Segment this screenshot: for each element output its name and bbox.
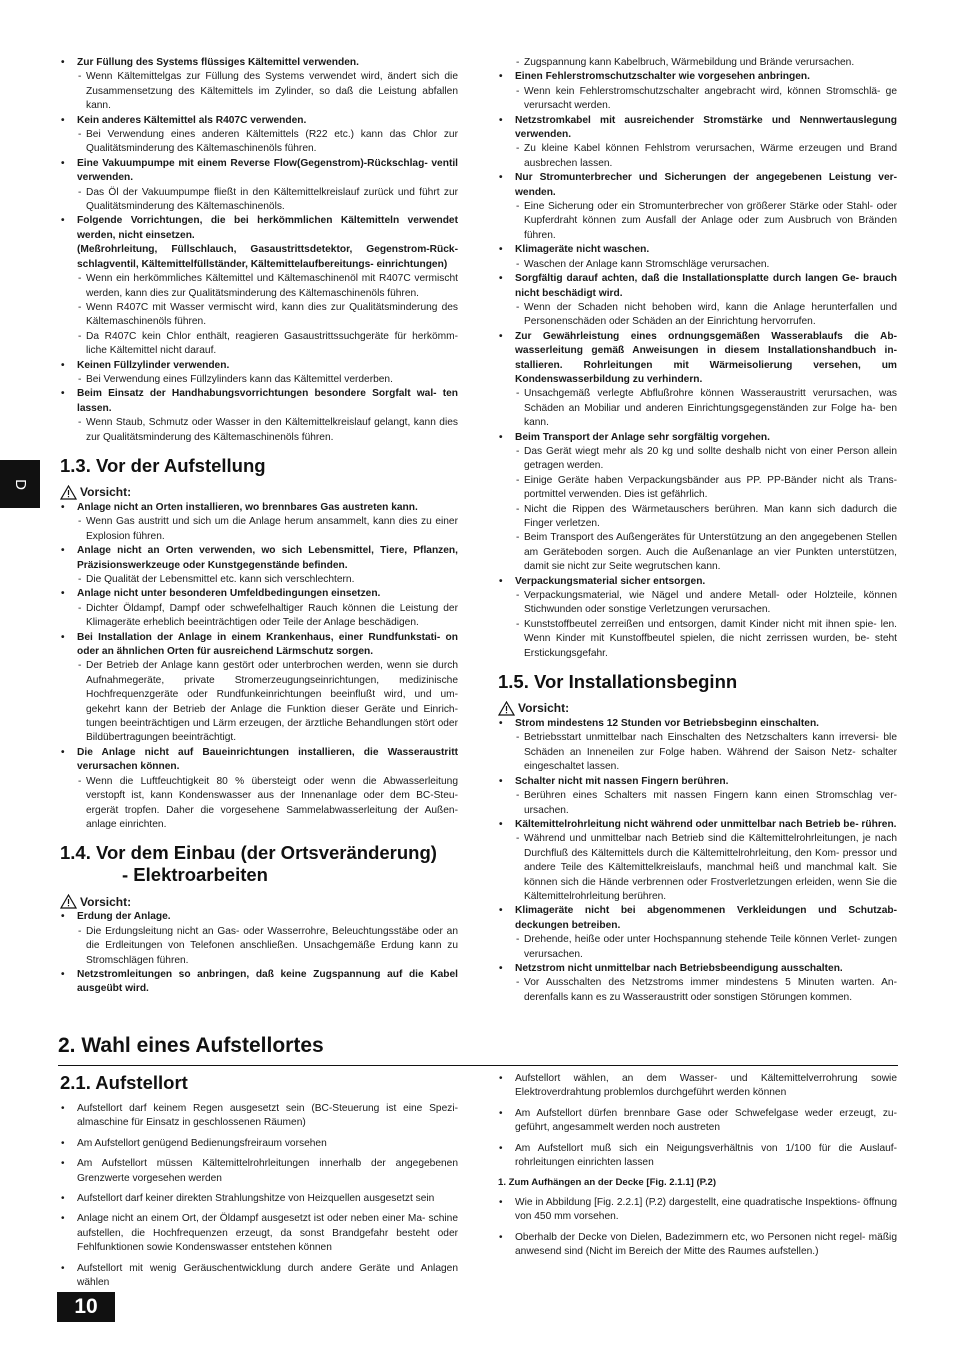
list-item: • Klimageräte nicht bei abgenommenen Verkleidungen und Schutzab- deckungen betreiben. [498,904,897,933]
list-item-detail: - Unsachgemäß verlegte Abflußrohre können Wasseraustritt verursachen, was Schäden an Mobiliar und anderen Einrichtungsgegenständen zur Folge ha- ben kann. [498,387,897,430]
list-item-detail: - Wenn der Schaden nicht behoben wird, kann die Anlage herunterfallen und Personenschäden oder Schäden an der Einrichtung hervorrufen. [498,301,897,330]
warning-icon [60,485,77,500]
list-item: • Netzstromleitungen so anbringen, daß keine Zugspannung auf die Kabel ausgeübt wird. [60,968,458,997]
list-item-detail: - Einige Geräte haben Verpackungsbänder aus PP. PP-Bänder nicht als Trans- portmittel verwenden. Dies ist gefährlich. [498,474,897,503]
section-1-4-list [60,910,458,996]
chapter-title: 2. Wahl eines Aufstellortes [58,1034,324,1057]
list-item: • Anlage nicht an Orten installieren, wo brennbares Gas austreten kann. [60,501,458,515]
list-item-detail: - Das Gerät wiegt mehr als 20 kg und sollte deshalb nicht von einer Person allein getragen werden. [498,445,897,474]
numbered-subheading: 1. Zum Aufhängen an der Decke [Fig. 2.1.1] (P.2) [498,1177,717,1189]
section-2-1-right [498,1072,897,1265]
list-item: • Am Aufstellort genügend Bedienungsfreiraum vorsehen [60,1137,458,1151]
list-item: • Zur Füllung des Systems flüssiges Kältemittel verwenden. [60,56,458,70]
list-item-detail: - Während und unmittelbar nach Betrieb sind die Kältemittelrohrleitungen, je nach Durchfluß des Kältemittels durch die Kältemittelrohrleitung, den Kom- pressor und andere Teile des Kältemittelkreislaufs, manchmal heiß und manchmal kalt. Sie können sich die Hände verbrennen oder Frostverletzungen erleiden, wenn Sie die Kältemittelrohrleitung berühren. [498,832,897,904]
list-item: • Strom mindestens 12 Stunden vor Betriebsbeginn einschalten. [498,717,897,731]
list-item-detail: - Bei Verwendung eines Füllzylinders kann das Kältemittel verderben. [60,373,458,387]
warning-icon [60,894,77,909]
list-item: • Anlage nicht an Orten verwenden, wo sich Lebensmittel, Tiere, Pflanzen, Präzisionswerkzeuge oder Kunstgegenstände befinden. [60,544,458,573]
list-item-detail: - Wenn Kältemittelgas zur Füllung des Systems verwendet wird, ändert sich die Zusammensetzung des Kältemittels im Zylinder, so daß die Leistung abfallen kann. [60,70,458,113]
section-heading-1-5: 1.5. Vor Installationsbeginn [498,671,738,693]
warning-icon [498,701,515,716]
list-item: • Anlage nicht an einem Ort, der Öldampf ausgesetzt ist oder neben einer Ma- schine aufstellen, die Hochfrequenzen erzeugt, da sonst Brandgefahr besteht oder Fehlfunktionen sowie Kondenswasser entstehen können [60,1212,458,1255]
caution-label: Vorsicht: [498,701,897,716]
list-item-detail: - Bei Verwendung eines anderen Kältemittels (R22 etc.) kann das Chlor zur Qualitätsminderung des Kältemaschinenöls führen. [60,128,458,157]
list-item-detail: - Die Erdungsleitung nicht an Gas- oder Wasserrohre, Beleuchtungsstäbe oder an die Erdleitungen von Telefonen anschließen. Unsachgemäße Erdung kann zu Stromschlägen führen. [60,925,458,968]
section-heading-2-1: 2.1. Aufstellort [60,1072,188,1093]
list-item: • Erdung der Anlage. [60,910,458,924]
right-column [498,56,897,1005]
list-item: • Kein anderes Kältemittel als R407C verwenden. [60,114,458,128]
list-item-detail: - Wenn ein herkömmliches Kältemittel und Kältemaschinenöl mit R407C vermischt werden, kann dies zur Qualitätsminderung des Kältemaschinenöls führen. [60,272,458,301]
list-item: • Netzstrom nicht unmittelbar nach Betriebsbeendigung ausschalten. [498,962,897,976]
list-item: • Klimageräte nicht waschen. [498,243,897,257]
list-item: • Nur Stromunterbrecher und Sicherungen der angegebenen Leistung ver- wenden. [498,171,897,200]
left-column [60,56,458,997]
list-item-detail: - Das Öl der Vakuumpumpe fließt in den Kältemittelkreislauf zurück und führt zur Qualitätsminderung des Kältemaschinenöls. [60,186,458,215]
list-item: • Zur Gewährleistung eines ordnungsgemäßen Wasserablaufs die Ab- wasserleitung gemäß Anweisungen in diesem Installationshandbuch in- stallieren. Rohrleitungen mit Wärmeisolierung versehen, um Kondenswasserbildung zu verhindern. [498,330,897,388]
list-item: • Anlage nicht unter besonderen Umfeldbedingungen einsetzen. [60,587,458,601]
list-item-detail: - Kunststoffbeutel zerreißen und entsorgen, damit Kinder nicht mit ihnen spie- len. Wenn Kinder mit Kunstoffbeutel spielen, die nicht zerrissen wurden, be- steht Erstickungsgefahr. [498,618,897,661]
list-item-detail: - Verpackungsmaterial, wie Nägel und andere Metall- oder Holzteile, können Stichwunden oder sonstige Verletzungen verursachen. [498,589,897,618]
list-item: • Keinen Füllzylinder verwenden. [60,359,458,373]
list-item: • Beim Transport der Anlage sehr sorgfältig vorgehen. [498,431,897,445]
list-item-detail: - Waschen der Anlage kann Stromschläge verursachen. [498,258,897,272]
section-heading-1-4-line2: - Elektroarbeiten [122,864,268,886]
list-item: • Am Aufstellort müssen Kältemittelrohrleitungen innerhalb der angegebenen Grenzwerte vorgesehen werden [60,1157,458,1186]
list-item-detail: - Wenn die Luftfeuchtigkeit 80 % übersteigt oder wenn die Abwasserleitung verstopft ist, kann Kondenswasser aus der Innenanlage oder dem BC-Steu- ergerät tropfen. Daher die vorgesehene Sammelabwasserleitung der Außen- anlage einrichten. [60,775,458,833]
list-item: • Kältemittelrohrleitung nicht während oder unmittelbar nach Betrieb be- rühren. [498,818,897,832]
list-item: • Aufstellort darf keinem Regen ausgesetzt sein (BC-Steuerung ist eine Spezi- almaschine für Einsatz in geschlossenen Räumen) [60,1102,458,1131]
list-item: • Beim Einsatz der Handhabungsvorrichtungen besondere Sorgfalt wal- ten lassen. [60,387,458,416]
list-item: • Aufstellort darf keiner direkten Strahlungshitze von Heizquellen ausgesetzt sein [60,1192,458,1206]
list-item: • Am Aufstellort muß sich ein Neigungsverhältnis von 1/100 für die Auslauf- rohrleitungen einrichten lassen [498,1142,897,1171]
list-item-detail: - Der Betrieb der Anlage kann gestört oder unterbrochen werden, wenn sie durch Aufnahmegeräte, private Stromerzeugungseinrichtungen, medizinische Hochfrequenzgeräte oder Rundfunkeinrichtungen beeinflußt wird, und um- gekehrt kann der Betrieb der Anlage die Funktion dieser Geräte und Einrich- tungen beeinträchtigen und Lärm erzeugen, der ärztliche Behandlungen stört oder Bildübertragungen beeinträchtigt. [60,659,458,745]
list-item: • Am Aufstellort dürfen brennbare Gase oder Schwefelgase weder erzeugt, zu- geführt, angesammelt werden noch austreten [498,1107,897,1136]
section-list-top [60,56,458,445]
list-item: • Oberhalb der Decke von Dielen, Badezimmern etc, wo Personen nicht regel- mäßig anwesend sind (Nicht im Bereich der Mitte des Raumes aufstellen.) [498,1231,897,1260]
section-heading-1-4-line1: 1.4. Vor dem Einbau (der Ortsveränderung) [60,842,437,864]
list-item-detail: - Die Qualität der Lebensmittel etc. kann sich verschlechtern. [60,573,458,587]
list-item: • Verpackungsmaterial sicher entsorgen. [498,575,897,589]
list-item: • Eine Vakuumpumpe mit einem Reverse Flow(Gegenstrom)-Rückschlag- ventil verwenden. [60,157,458,186]
section-2-1-left [60,1072,458,1296]
section-heading-1-4 [60,842,458,886]
list-item: • Bei Installation der Anlage in einem Krankenhaus, einer Rundfunkstati- on oder an ähnlichen Orten für ausreichend Lärmschutz sorgen. [60,631,458,660]
list-item-detail: - Wenn kein Fehlerstromschutzschalter angebracht wird, können Stromschlä- ge verursacht werden. [498,85,897,114]
list-item-detail: - Vor Ausschalten des Netzstroms immer mindestens 5 Minuten warten. An- derenfalls kann es zu Wasseraustritt oder sonstigen Störungen kommen. [498,976,897,1005]
page-number: 10 [57,1292,115,1322]
list-item-detail: - Betriebsstart unmittelbar nach Einschalten des Netzschalters kann irreversi- ble Schäden an Inneneilen zur Folge haben. Während der Saison Netz- schalter eingeschaltet lassen. [498,731,897,774]
list-item-detail: - Dichter Öldampf, Dampf oder schwefelhaltiger Rauch können die Leistung der Klimageräte erheblich beeinträchtigen oder Teile der Anlage beschädigen. [60,602,458,631]
section-1-3-list [60,501,458,832]
list-item: • Aufstellort mit wenig Geräuschentwicklung durch andere Geräte und Anlagen wählen [60,1262,458,1291]
list-item: • Wie in Abbildung [Fig. 2.2.1] (P.2) dargestellt, eine quadratische Inspektions- öffnung von 450 mm vorsehen. [498,1196,897,1225]
section-heading-1-3: 1.3. Vor der Aufstellung [60,454,266,476]
list-item-detail: - Beim Transport des Außengerätes für Unterstützung an den angegebenen Stellen am Geräteboden sorgen. Auch die Außenanlage an vier Punkten unterstützen, damit sie nicht zur Seite wegrutschen kann. [498,531,897,574]
list-item: • Die Anlage nicht auf Baueinrichtungen installieren, die Wasseraustritt verursachen können. [60,746,458,775]
list-item: • Netzstromkabel mit ausreichender Stromstärke und Nennwertauslegung verwenden. [498,114,897,143]
list-item-detail: - Eine Sicherung oder ein Stromunterbrecher von größerer Stärke oder Stahl- oder Kupferdraht können zum Ausfall der Anlage oder zum Ausbruch von Bränden führen. [498,200,897,243]
list-item-detail: - Wenn R407C mit Wasser vermischt wird, kann dies zur Qualitätsminderung des Kältemaschinenöls führen. [60,301,458,330]
list-item-detail: - Zugspannung kann Kabelbruch, Wärmebildung und Brände verursachen. [498,56,897,70]
language-tab: D [0,460,40,508]
list-item-detail: - Zu kleine Kabel können Fehlstrom verursachen, Wärme erzeugen und Brand ausbrechen lassen. [498,142,897,171]
list-item: • Folgende Vorrichtungen, die bei herkömmlichen Kältemitteln verwendet werden, nicht einsetzen. [60,214,458,243]
list-item: • Sorgfältig darauf achten, daß die Installationsplatte durch langen Ge- brauch nicht beschädigt wird. [498,272,897,301]
caution-label: Vorsicht: [60,894,458,909]
list-item: • Schalter nicht mit nassen Fingern berühren. [498,775,897,789]
list-item-detail: - Nicht die Rippen des Wärmetauschers berühren. Man kann sich dadurch die Finger verletzen. [498,503,897,532]
list-item-detail: - Da R407C kein Chlor enthält, reagieren Gasaustrittssuchgeräte für herkömm- liche Kältemittel nicht darauf. [60,330,458,359]
list-item-detail: - Wenn Staub, Schmutz oder Wasser in den Kältemittelkreislauf gelangt, kann dies zur Qualitätsminderung des Kältemaschinenöls führen. [60,416,458,445]
list-item-continuation: (Meßrohrleitung, Füllschlauch, Gasaustrittsdetektor, Gegenstrom-Rück- schlagventil, Kältemittelfüllständer, Kältemittelaufbereitungs- einrichtungen) [77,244,458,270]
list-item-detail: - Wenn Gas austritt und sich um die Anlage herum ansammelt, kann dies zu einer Explosion führen. [60,515,458,544]
chapter-divider [58,1065,898,1066]
caution-label: Vorsicht: [60,485,458,500]
list-item-detail: - Drehende, heiße oder unter Hochspannung stehende Teile können Verlet- zungen verursachen. [498,933,897,962]
list-item-detail: - Berühren eines Schalters mit nassen Fingern kann einen Stromschlag ver- ursachen. [498,789,897,818]
list-item: • Aufstellort wählen, an dem Wasser- und Kältemittelverrohrung sowie Elektroverdrahtung problemlos durchgeführt werden können [498,1072,897,1101]
list-item: • Einen Fehlerstromschutzschalter wie vorgesehen anbringen. [498,70,897,84]
